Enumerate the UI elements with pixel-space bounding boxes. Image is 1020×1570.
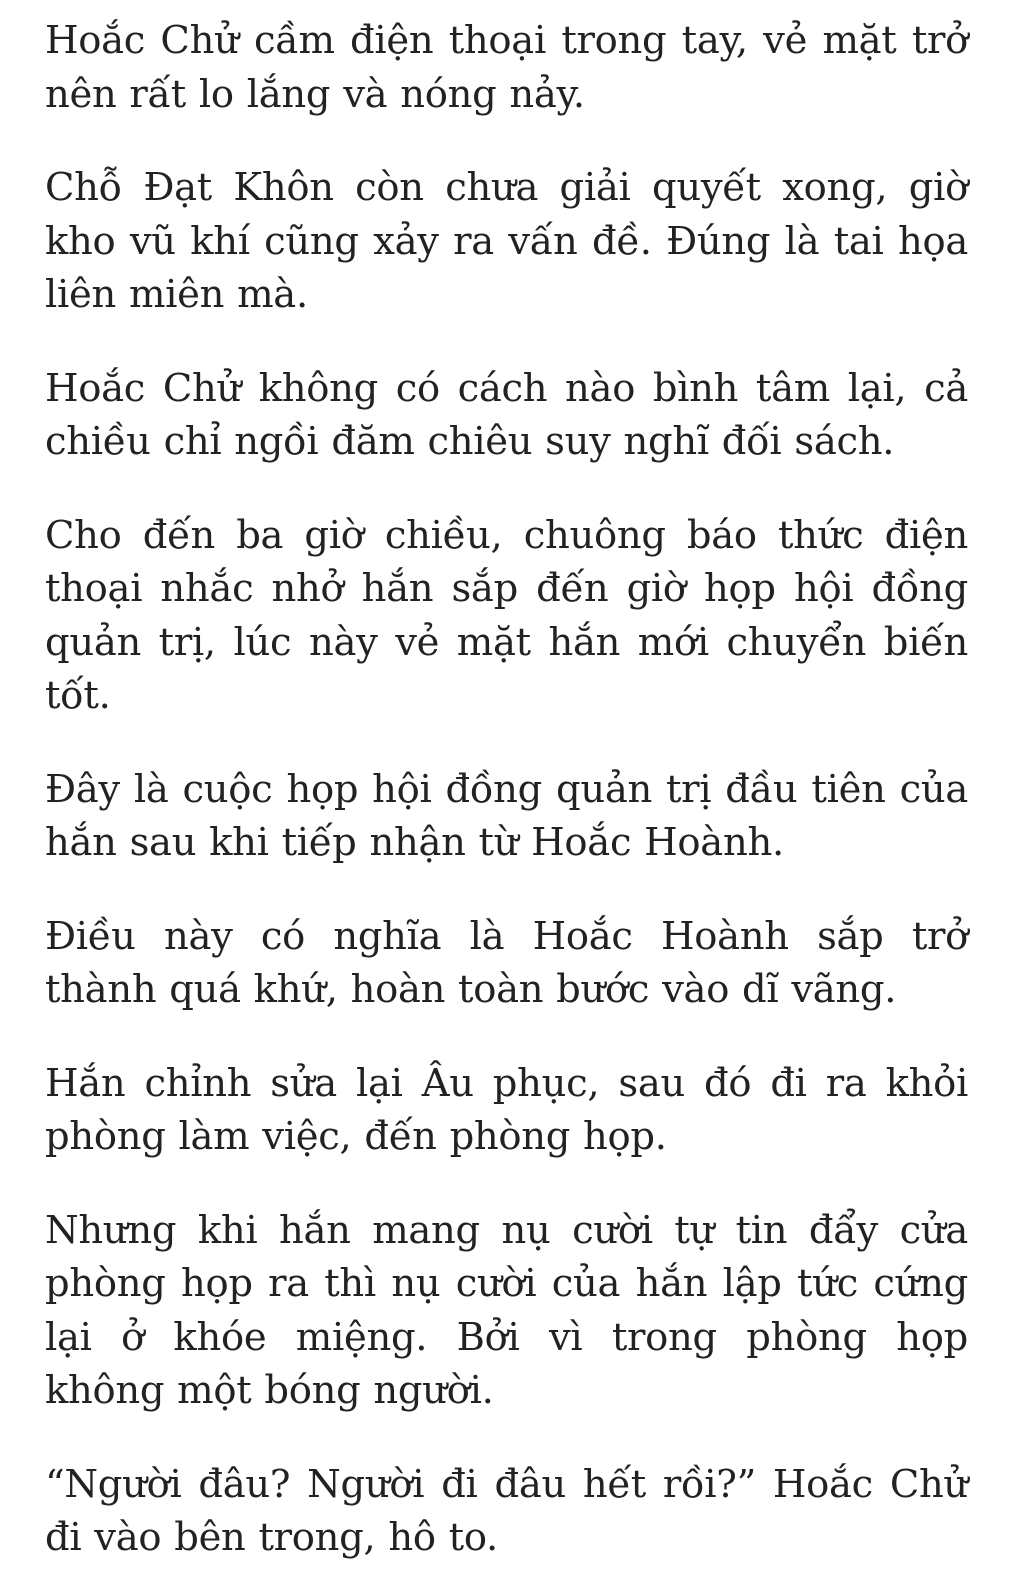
- paragraph-6: Điều này có nghĩa là Hoắc Hoành sắp trở thành quá khứ, hoàn toàn bước vào dĩ vãng.: [45, 913, 968, 1012]
- paragraph-9: “Người đâu? Người đi đâu hết rồi?” Hoắc Chử đi vào bên trong, hô to.: [45, 1461, 968, 1560]
- paragraph-4: Cho đến ba giờ chiều, chuông báo thức điện thoại nhắc nhở hắn sắp đến giờ họp hội đồng quản trị, lúc này vẻ mặt hắn mới chuyển biến tốt.: [45, 512, 968, 718]
- paragraph-2: Chỗ Đạt Khôn còn chưa giải quyết xong, giờ kho vũ khí cũng xảy ra vấn đề. Đúng là tai họa liên miên mà.: [45, 165, 968, 317]
- paragraph-3: Hoắc Chử không có cách nào bình tâm lại, cả chiều chỉ ngồi đăm chiêu suy nghĩ đối sách.: [45, 365, 968, 464]
- paragraph-7: Hắn chỉnh sửa lại Âu phục, sau đó đi ra khỏi phòng làm việc, đến phòng họp.: [45, 1060, 968, 1159]
- paragraph-5: Đây là cuộc họp hội đồng quản trị đầu tiên của hắn sau khi tiếp nhận từ Hoắc Hoành.: [45, 766, 968, 865]
- paragraph-8: Nhưng khi hắn mang nụ cười tự tin đẩy cửa phòng họp ra thì nụ cười của hắn lập tức cứng lại ở khóe miệng. Bởi vì trong phòng họp không một bóng người.: [45, 1207, 968, 1413]
- paragraph-1: Hoắc Chử cầm điện thoại trong tay, vẻ mặt trở nên rất lo lắng và nóng nảy.: [45, 18, 968, 117]
